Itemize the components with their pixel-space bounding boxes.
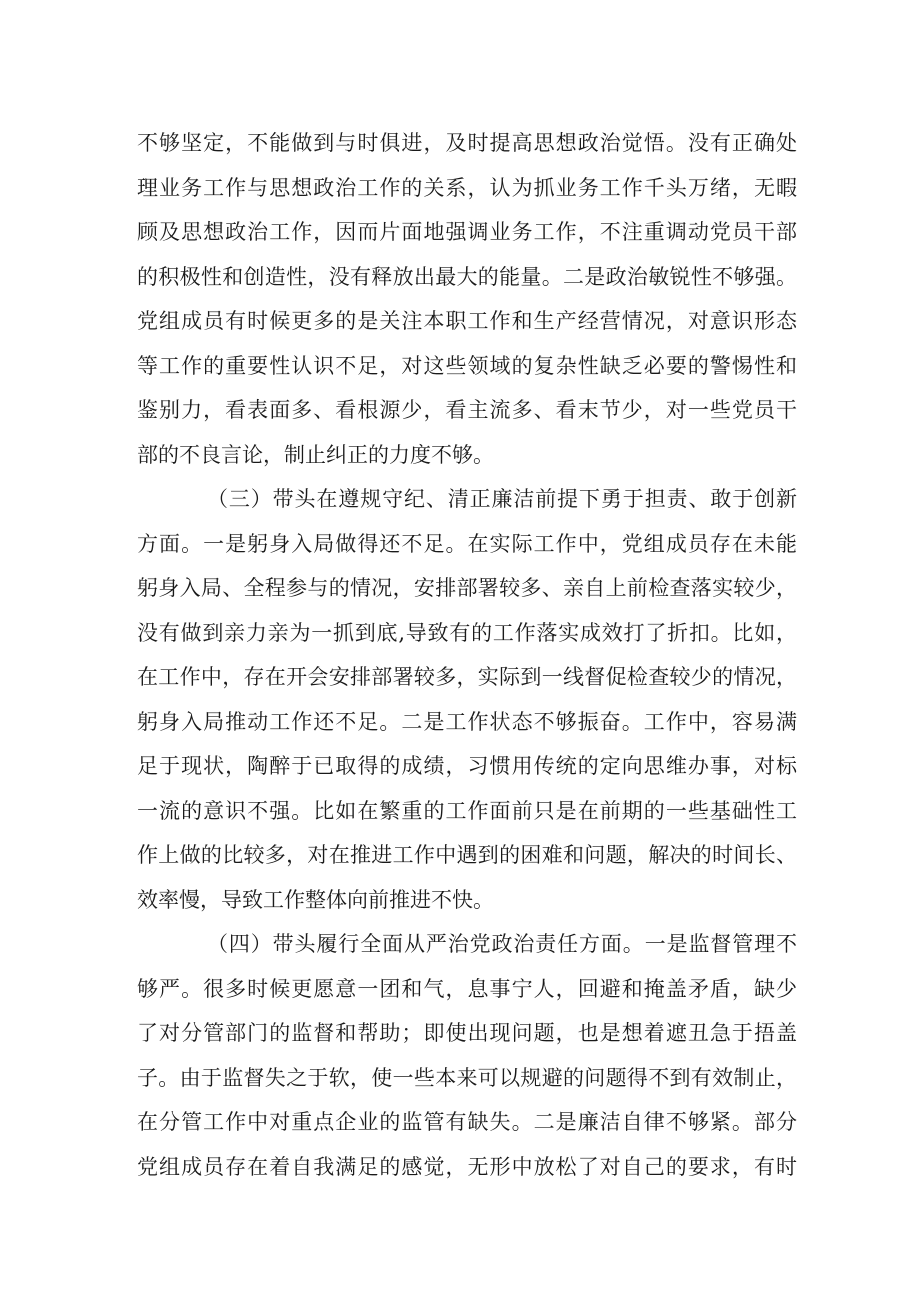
text-line: 效率慢，导致工作整体向前推进不快。 xyxy=(137,887,494,912)
text-line: 等工作的重要性认识不足，对这些领域的复杂性缺乏必要的警惕性和 xyxy=(137,353,797,378)
paragraph-section-three xyxy=(137,477,797,922)
text-line: 党组成员有时候更多的是关注本职工作和生产经营情况，对意识形态 xyxy=(137,309,797,333)
text-line: 躬身入局推动工作还不足。二是工作状态不够振奋。工作中，容易满 xyxy=(137,709,797,734)
text-line: 的积极性和创造性，没有释放出最大的能量。二是政治敏锐性不够强。 xyxy=(137,264,797,289)
text-line: 一流的意识不强。比如在繁重的工作面前只是在前期的一些基础性工 xyxy=(137,798,797,823)
paragraph-section-four xyxy=(137,922,797,1189)
text-line: 了对分管部门的监督和帮助；即使出现问题，也是想着遮丑急于捂盖 xyxy=(137,1021,797,1045)
text-line: 在分管工作中对重点企业的监管有缺失。二是廉洁自律不够紧。部分 xyxy=(137,1110,797,1134)
text-line: 够严。很多时候更愿意一团和气，息事宁人，回避和掩盖矛盾，缺少 xyxy=(137,976,797,1001)
section-heading-line: （四）带头履行全面从严治党政治责任方面。一是监督管理不 xyxy=(207,932,797,956)
text-line: 子。由于监督失之于软，使一些本来可以规避的问题得不到有效制止， xyxy=(137,1065,797,1090)
text-line: 作上做的比较多，对在推进工作中遇到的困难和问题，解决的时间长、 xyxy=(137,843,797,867)
text-line: 党组成员存在着自我满足的感觉，无形中放松了对自己的要求，有时 xyxy=(137,1154,797,1179)
document-body xyxy=(137,121,797,1189)
text-line: 部的不良言论，制止纠正的力度不够。 xyxy=(137,442,494,467)
paragraph-continued xyxy=(137,121,797,477)
text-line: 不够坚定，不能做到与时俱进，及时提高思想政治觉悟。没有正确处 xyxy=(137,131,797,155)
text-line: 鉴别力，看表面多、看根源少，看主流多、看末节少，对一些党员干 xyxy=(137,398,797,422)
text-line: 在工作中，存在开会安排部署较多，实际到一线督促检查较少的情况， xyxy=(137,665,797,689)
text-line: 躬身入局、全程参与的情况，安排部署较多、亲自上前检查落实较少， xyxy=(137,576,797,600)
text-line: 顾及思想政治工作，因而片面地强调业务工作，不注重调动党员干部 xyxy=(137,220,797,244)
text-line: 足于现状，陶醉于已取得的成绩，习惯用传统的定向思维办事，对标 xyxy=(137,754,797,778)
text-line: 方面。一是躬身入局做得还不足。在实际工作中，党组成员存在未能 xyxy=(137,531,797,556)
section-heading-line: （三）带头在遵规守纪、清正廉洁前提下勇于担责、敢于创新 xyxy=(207,487,797,511)
text-line: 理业务工作与思想政治工作的关系，认为抓业务工作千头万绪，无暇 xyxy=(137,175,797,200)
text-line: 没有做到亲力亲为一抓到底,导致有的工作落实成效打了折扣。比如， xyxy=(137,620,797,645)
